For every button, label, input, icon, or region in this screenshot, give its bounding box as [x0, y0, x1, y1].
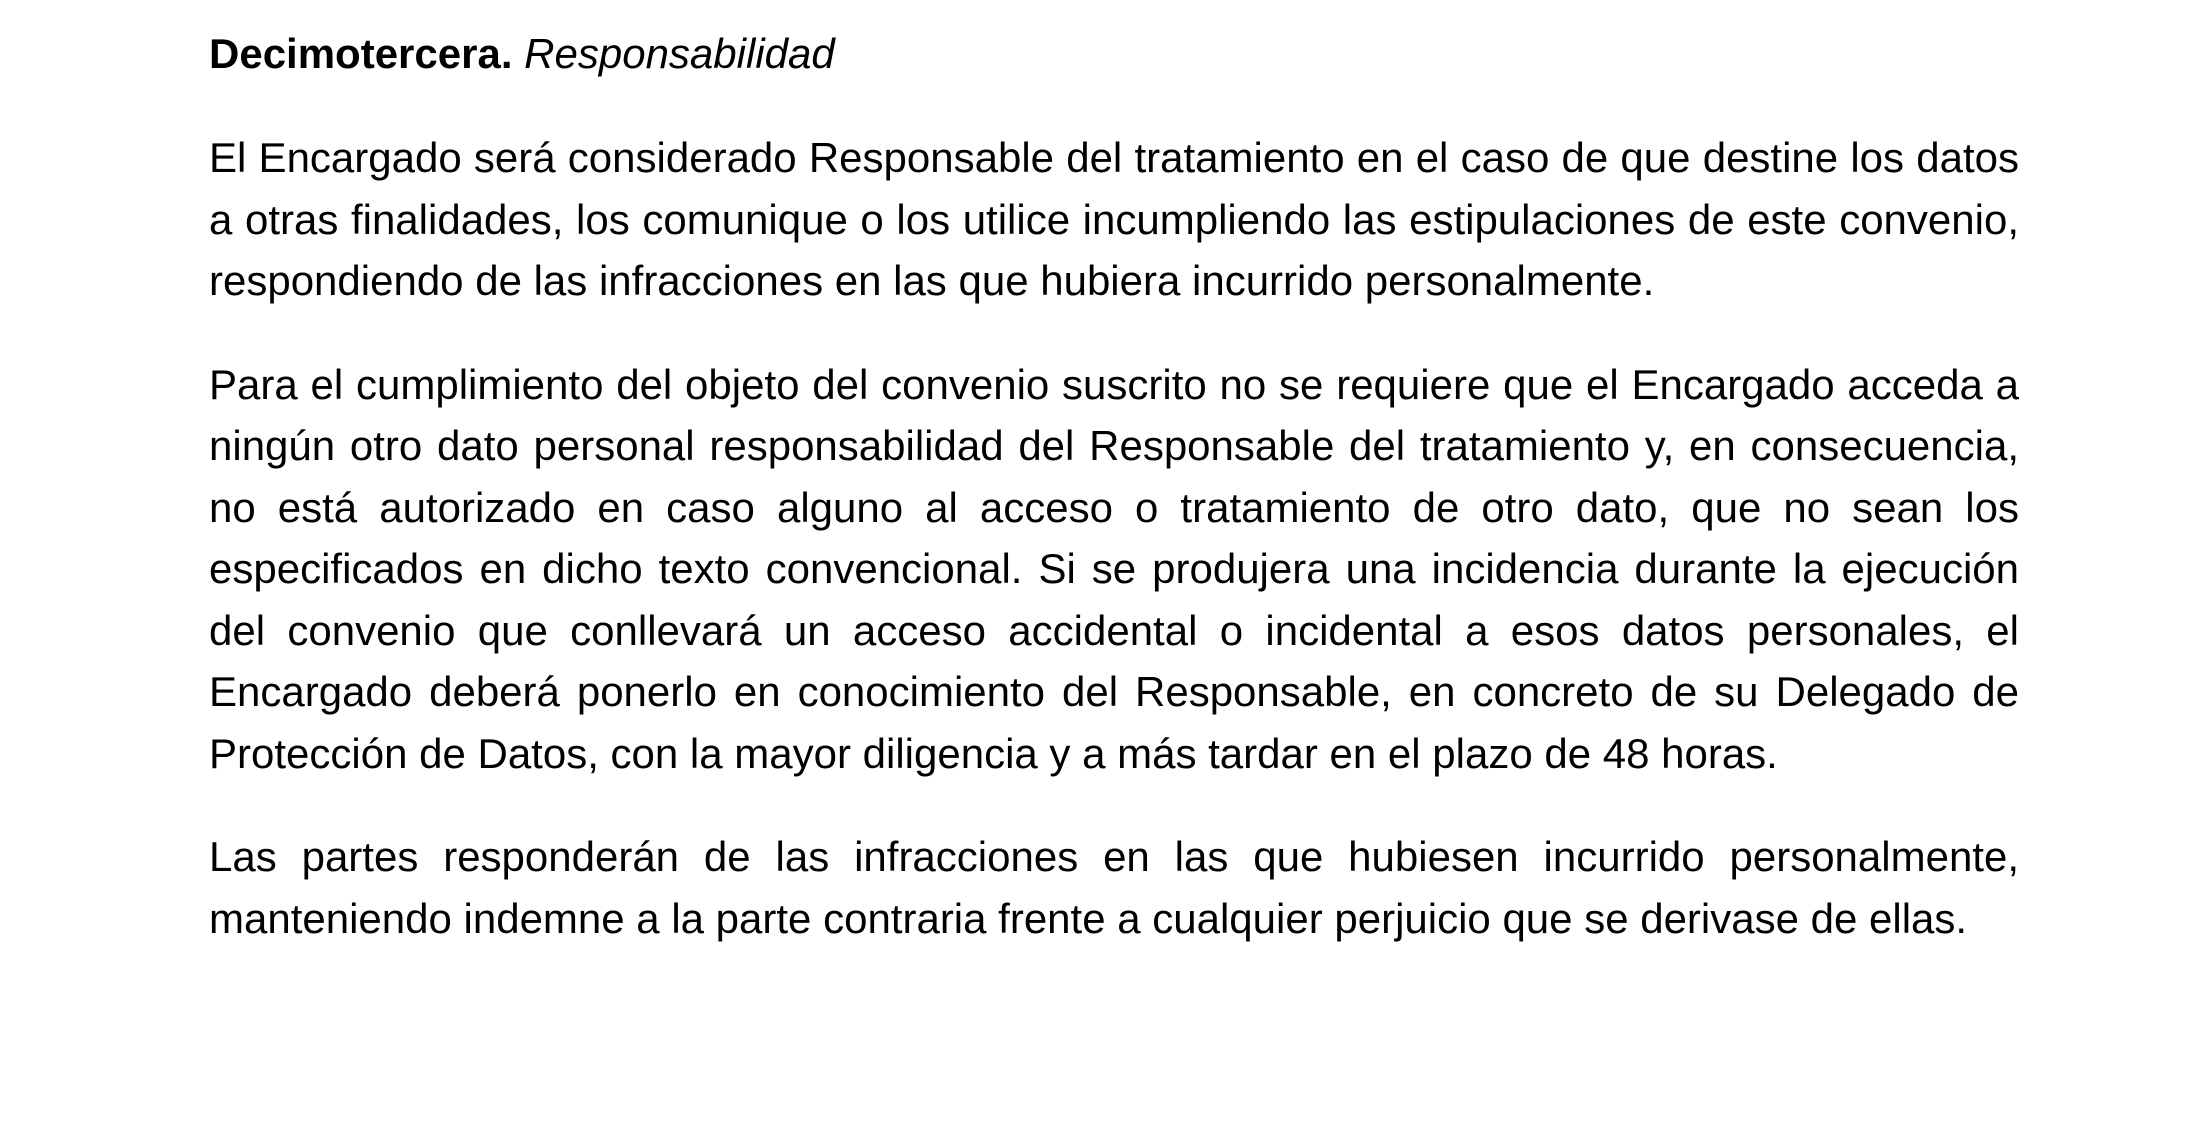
clause-title: Responsabilidad — [524, 30, 835, 77]
paragraph-3: Las partes responderán de las infracciones en las que hubiesen incurrido personalmente, manteniendo indemne a la parte contraria frente a cualquier perjuicio que se derivase de ellas. — [209, 833, 2019, 942]
paragraph-1: El Encargado será considerado Responsable del tratamiento en el caso de que destine los datos a otras finalidades, los comunique o los utilice incumpliendo las estipulaciones de este convenio, respondiendo de las infracciones en las que hubiera incurrido personalmente. — [209, 134, 2019, 304]
document-page — [209, 24, 2019, 949]
clause-number: Decimotercera. — [209, 30, 513, 77]
paragraph-2: Para el cumplimiento del objeto del convenio suscrito no se requiere que el Encargado acceda a ningún otro dato personal responsabilidad del Responsable del tratamiento y, en consecuencia, no está autorizado en caso alguno al acceso o tratamiento de otro dato, que no sean los especificados en dicho texto convencional. Si se produjera una incidencia durante la ejecución del convenio que conllevará un acceso accidental o incidental a esos datos personales, el Encargado deberá ponerlo en conocimiento del Responsable, en concreto de su Delegado de Protección de Datos, con la mayor diligencia y a más tardar en el plazo de 48 horas. — [209, 360, 2019, 777]
clause-heading — [209, 24, 2019, 84]
